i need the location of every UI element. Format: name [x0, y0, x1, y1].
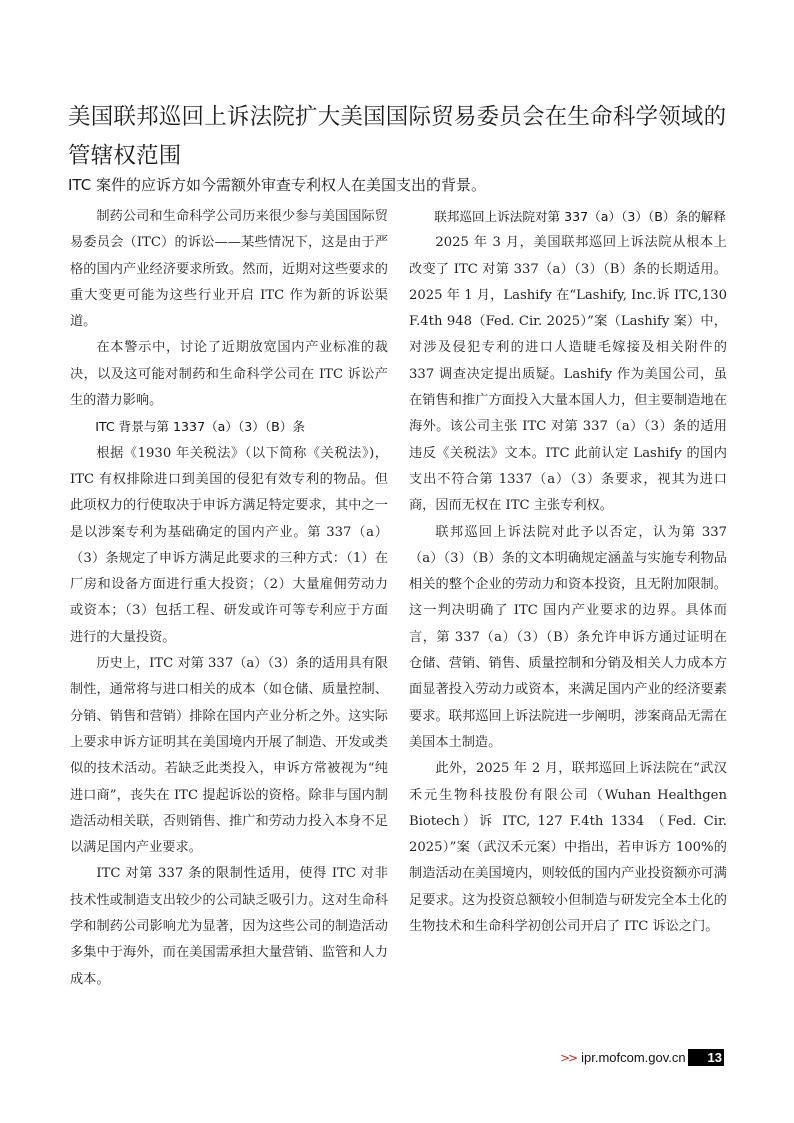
article-subtitle: ITC 案件的应诉方如今需额外审查专利权人在美国支出的背景。: [68, 176, 486, 194]
paragraph-restrictive-application: ITC 对第 337 条的限制性适用，使得 ITC 对非技术性或制造支出较少的公司缺乏吸引力。这对生命科学和制药公司影响尤为显著，因为这些公司的制造活动多集中于海外，而在美国需承担大量营销、监管和人力成本。: [70, 866, 388, 987]
footer-site-link[interactable]: ipr.mofcom.gov.cn: [581, 1050, 686, 1065]
paragraph-wuhan-healthgen: 此外，2025 年 2 月，联邦巡回上诉法院在“武汉禾元生物科技股份有限公司（Wuhan Healthgen Biotech）诉 ITC, 127 F.4th 1334 （Fed. Cir. 2025）”案（武汉禾元案）中指出，若申诉方 100%的制造活动在美国境内，则较低的国内产业投资额亦可满足要求。这为投资总额较小但制造与研发完全本土化的生物技术和生命科学初创公司开启了 ITC 诉讼之门。: [409, 761, 727, 935]
page-footer: [560, 1050, 686, 1065]
page-number: 13: [688, 1049, 724, 1066]
paragraph-lashify: 2025 年 3 月，美国联邦巡回上诉法院从根本上改变了 ITC 对第 337（a）（3）（B）条的长期适用。2025 年 1 月，Lashify 在“Lashify, Inc.诉 ITC,130 F.4th 948（Fed. Cir. 2025）”案（Lashify 案）中，对涉及侵犯专利的进口人造睫毛嫁接及相关附件的 337 调查决定提出质疑。Lashify 作为美国公司，虽在销售和推广方面投入大量本国人力，但主要制造地在海外。该公司主张 ITC 对第 337（a）（3）条的适用违反《关税法》文本。ITC 此前认定 Lashify 的国内支出不符合第 1337（a）（3）条要求，视其为进口商，因而无权在 ITC 主张专利权。: [409, 235, 727, 514]
paragraph-intro: 制药公司和生命科学公司历来很少参与美国国际贸易委员会（ITC）的诉讼——某些情况下，这是由于严格的国内产业经济要求所致。然而，近期对这些要求的重大变更可能为这些行业开启 ITC 作为新的诉讼渠道。: [70, 209, 388, 330]
paragraph-alert-scope: 在本警示中，讨论了近期放宽国内产业标准的裁决，以及这可能对制药和生命科学公司在 ITC 诉讼产生的潜力影响。: [70, 340, 388, 409]
paragraph-ruling: 联邦巡回上诉法院对此予以否定，认为第 337（a）（3）（B）条的文本明确规定涵盖与实施专利物品相关的整个企业的劳动力和资本投资，且无附加限制。这一判决明确了 ITC 国内产业要求的边界。具体而言，第 337（a）（3）（B）条允许申诉方通过证明在仓储、营销、销售、质量控制和分销及相关人力成本方面显著投入劳动力或资本，来满足国内产业的经济要素要求。联邦巡回上诉法院进一步阐明，涉案商品无需在美国本土制造。: [409, 524, 727, 750]
section-heading-itc-background: ITC 背景与第 1337（a）（3）（B）条: [95, 419, 306, 435]
left-column: [70, 204, 388, 993]
article-title: 美国联邦巡回上诉法院扩大美国国际贸易委员会在生命科学领域的管辖权范围: [68, 104, 727, 169]
paragraph-tariff-act: 根据《1930 年关税法》（以下简称《关税法》)，ITC 有权排除进口到美国的侵犯有效专利的物品。但此项权力的行使取决于申诉方满足特定要求，其中之一是以涉案专利为基础确定的国内产业。第 337（a）（3）条规定了申诉方满足此要求的三种方式：（1）在厂房和设备方面进行重大投资；（2）大量雇佣劳动力或资本；（3）包括工程、研发或许可等专利应于方面进行的大量投资。: [70, 445, 388, 645]
right-column: [409, 204, 727, 940]
section-heading-federal-circuit: 联邦巡回上诉法院对第 337（a）（3）（B）条的解释: [434, 209, 726, 224]
paragraph-history: 历史上，ITC 对第 337（a）（3）条的适用具有限制性，通常将与进口相关的成本（如仓储、质量控制、分销、销售和营销）排除在国内产业分析之外。这实际上要求申诉方证明其在美国境内开展了制造、开发或类似的技术活动。若缺乏此类投入，申诉方常被视为“纯进口商”，丧失在 ITC 提起诉讼的资格。除非与国内制造活动相关联，否则销售、推广和劳动力投入本身不足以满足国内产业要求。: [70, 656, 388, 856]
double-chevron-right-icon: >>: [560, 1050, 577, 1065]
